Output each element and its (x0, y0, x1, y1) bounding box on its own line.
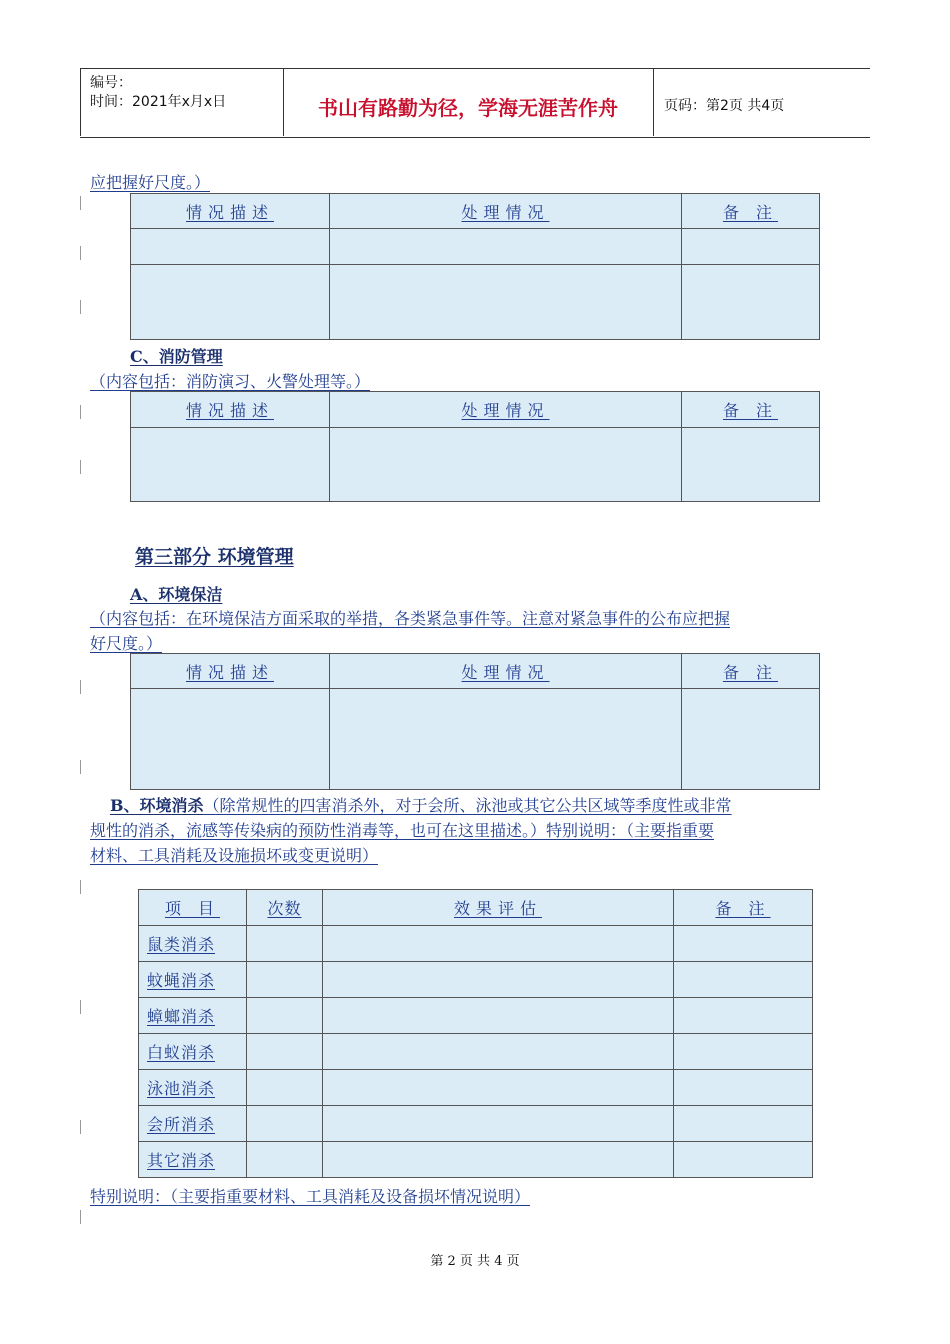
section-b-line1-rest: （除常规性的四害消杀外，对于会所、泳池或其它公共区域等季度性或非常 (203, 796, 732, 815)
table-cell[interactable] (323, 998, 674, 1034)
margin-mark (80, 246, 81, 260)
table-cell[interactable] (682, 229, 820, 265)
col-header-count: 次数 (247, 890, 323, 926)
table-row (139, 926, 813, 962)
section-b-title: B、环境消杀 (110, 796, 204, 815)
col-header-evaluation: 效果评估 (323, 890, 674, 926)
table-cell[interactable] (247, 1034, 323, 1070)
part3-title: 第三部分 环境管理 (135, 546, 294, 568)
table-cell[interactable] (674, 998, 813, 1034)
section-a-title: A、环境保洁 (130, 585, 223, 604)
table-cell[interactable] (247, 1070, 323, 1106)
col-header-remark: 备 注 (682, 194, 820, 229)
disinfection-table (138, 889, 813, 1178)
table-cell[interactable] (247, 1106, 323, 1142)
table-cell[interactable] (674, 1142, 813, 1178)
table-cell[interactable] (247, 926, 323, 962)
table-cell[interactable] (674, 962, 813, 998)
margin-mark (80, 1120, 81, 1134)
table-cell[interactable] (682, 428, 820, 502)
col-header-handling: 处理情况 (330, 392, 682, 428)
table-cell[interactable] (330, 229, 682, 265)
col-header-description: 情况描述 (131, 392, 330, 428)
section-a-note-line1: （内容包括：在环境保洁方面采取的举措，各类紧急事件等。注意对紧急事件的公布应把握 (90, 609, 731, 628)
table-cell[interactable] (330, 689, 682, 790)
table-cell[interactable] (323, 1070, 674, 1106)
margin-mark (80, 300, 81, 314)
margin-mark (80, 405, 81, 419)
row-label: 鼠类消杀 (139, 926, 247, 962)
fire-management-table (130, 391, 820, 502)
margin-mark (80, 1210, 81, 1224)
col-header-description: 情况描述 (131, 194, 330, 229)
header-divider-2 (653, 68, 654, 136)
section-b-line1 (90, 793, 732, 816)
table-cell[interactable] (323, 962, 674, 998)
table-cell[interactable] (323, 926, 674, 962)
cleaning-table (130, 653, 820, 790)
table-cell[interactable] (674, 1070, 813, 1106)
margin-mark (80, 680, 81, 694)
header-number-label: 编号： (90, 75, 132, 91)
table-cell[interactable] (323, 1034, 674, 1070)
table-cell[interactable] (674, 1034, 813, 1070)
table-row (139, 1070, 813, 1106)
table-row (139, 1106, 813, 1142)
table-cell[interactable] (131, 428, 330, 502)
table-row (139, 1142, 813, 1178)
section-c-note: （内容包括：消防演习、火警处理等。） (90, 372, 371, 391)
margin-mark (80, 460, 81, 474)
table-cell[interactable] (131, 689, 330, 790)
section-c-title: C、消防管理 (130, 347, 223, 366)
margin-mark (80, 760, 81, 774)
margin-mark (80, 1000, 81, 1014)
row-label: 泳池消杀 (139, 1070, 247, 1106)
section-b-line3: 材料、工具消耗及设施损坏或变更说明） (90, 846, 379, 865)
table-cell[interactable] (674, 1106, 813, 1142)
special-note: 特别说明：（主要指重要材料、工具消耗及设备损坏情况说明） (90, 1187, 531, 1206)
table-cell[interactable] (131, 229, 330, 265)
header-page-label: 页码：第2页 共4页 (664, 98, 785, 114)
table-cell[interactable] (247, 998, 323, 1034)
col-header-remark: 备 注 (682, 392, 820, 428)
section-b-line2: 规性的消杀，流感等传染病的预防性消毒等，也可在这里描述。）特别说明：（主要指重要 (90, 821, 715, 840)
row-label: 白蚁消杀 (139, 1034, 247, 1070)
row-label: 会所消杀 (139, 1106, 247, 1142)
table-row (139, 962, 813, 998)
table-cell[interactable] (323, 1106, 674, 1142)
table-cell[interactable] (131, 265, 330, 340)
col-header-remark: 备 注 (682, 654, 820, 689)
col-header-item: 项 目 (139, 890, 247, 926)
table-cell[interactable] (682, 265, 820, 340)
prev-status-table (130, 193, 820, 340)
page-footer: 第 2 页 共 4 页 (430, 1254, 520, 1269)
col-header-handling: 处理情况 (330, 654, 682, 689)
margin-mark (80, 196, 81, 210)
table-cell[interactable] (247, 1142, 323, 1178)
row-label: 蚊蝇消杀 (139, 962, 247, 998)
table-cell[interactable] (323, 1142, 674, 1178)
table-row (139, 1034, 813, 1070)
col-header-remark: 备 注 (674, 890, 813, 926)
table-cell[interactable] (247, 962, 323, 998)
table-cell[interactable] (682, 689, 820, 790)
section-a-note-line2: 好尺度。） (90, 634, 163, 653)
table-cell[interactable] (674, 926, 813, 962)
header-left-border (80, 68, 81, 136)
margin-mark (80, 880, 81, 894)
section-prev-tail: 应把握好尺度。） (90, 173, 211, 192)
row-label: 其它消杀 (139, 1142, 247, 1178)
col-header-handling: 处理情况 (330, 194, 682, 229)
row-label: 蟑螂消杀 (139, 998, 247, 1034)
header-time-label: 时间：2021年x月x日 (90, 94, 227, 110)
table-cell[interactable] (330, 428, 682, 502)
col-header-description: 情况描述 (131, 654, 330, 689)
table-row (139, 998, 813, 1034)
table-cell[interactable] (330, 265, 682, 340)
header-motto: 书山有路勤为径，学海无涯苦作舟 (318, 96, 618, 120)
